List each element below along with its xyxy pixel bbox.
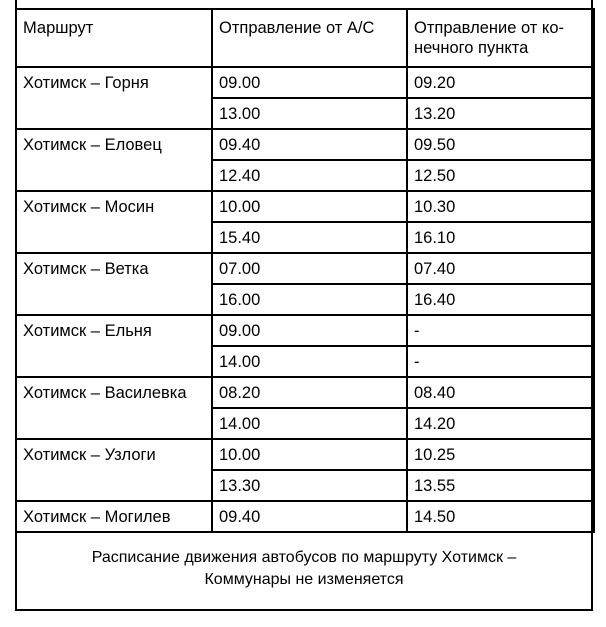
departure-terminal-cell: - [407,346,594,377]
route-name-cell: Хотимск – Узлоги [16,439,212,501]
departure-terminal-cell: 09.50 [407,129,594,160]
route-name-cell: Хотимск – Горня [16,67,212,129]
route-name-cell: Хотимск – Ельня [16,315,212,377]
departure-terminal-cell: 10.30 [407,191,594,222]
departure-station-cell: 13.30 [212,470,407,501]
route-name-cell: Хотимск – Еловец [16,129,212,191]
header-departure-terminal-line2: нечного пункта [414,39,529,57]
departure-station-cell: 13.00 [212,98,407,129]
departure-terminal-cell: - [407,315,594,346]
schedule-body [16,67,594,532]
departure-terminal-cell: 13.20 [407,98,594,129]
route-name-cell: Хотимск – Мосин [16,191,212,253]
departure-station-cell: 14.00 [212,346,407,377]
departure-station-cell: 10.00 [212,439,407,470]
table-row [16,67,594,98]
departure-terminal-cell: 14.20 [407,408,594,439]
route-name-cell: Хотимск – Могилев [16,501,212,532]
header-departure-terminal-line1: Отправление от ко- [414,19,564,37]
note-line1: Расписание движения автобусов по маршруту Хотимск – [91,549,517,566]
departure-terminal-cell: 12.50 [407,160,594,191]
departure-terminal-cell: 08.40 [407,377,594,408]
departure-station-cell: 15.40 [212,222,407,253]
departure-station-cell: 12.40 [212,160,407,191]
departure-terminal-cell: 09.20 [407,67,594,98]
header-departure-terminal [407,9,594,67]
departure-terminal-cell: 10.25 [407,439,594,470]
departure-station-cell: 14.00 [212,408,407,439]
departure-station-cell: 10.00 [212,191,407,222]
departure-station-cell: 07.00 [212,253,407,284]
table-row [16,501,594,532]
table-row [16,253,594,284]
table-row [16,191,594,222]
departure-terminal-cell: 07.40 [407,253,594,284]
departure-terminal-cell: 16.40 [407,284,594,315]
header-route: Маршрут [16,9,212,67]
route-name-cell: Хотимск – Ветка [16,253,212,315]
header-row [16,9,594,67]
bus-schedule-table [15,8,595,533]
table-row [16,439,594,470]
departure-station-cell: 09.40 [212,129,407,160]
departure-station-cell: 09.40 [212,501,407,532]
schedule-note [17,547,591,591]
departure-station-cell: 09.00 [212,315,407,346]
departure-station-cell: 16.00 [212,284,407,315]
header-departure-station: Отправление от А/С [212,9,407,67]
departure-terminal-cell: 13.55 [407,470,594,501]
table-row [16,129,594,160]
table-row [16,377,594,408]
schedule-sheet [15,0,593,611]
note-line2: Коммунары не изменяется [204,571,404,588]
departure-station-cell: 09.00 [212,67,407,98]
route-name-cell: Хотимск – Василевка [16,377,212,439]
table-row [16,315,594,346]
departure-station-cell: 08.20 [212,377,407,408]
departure-terminal-cell: 16.10 [407,222,594,253]
departure-terminal-cell: 14.50 [407,501,594,532]
